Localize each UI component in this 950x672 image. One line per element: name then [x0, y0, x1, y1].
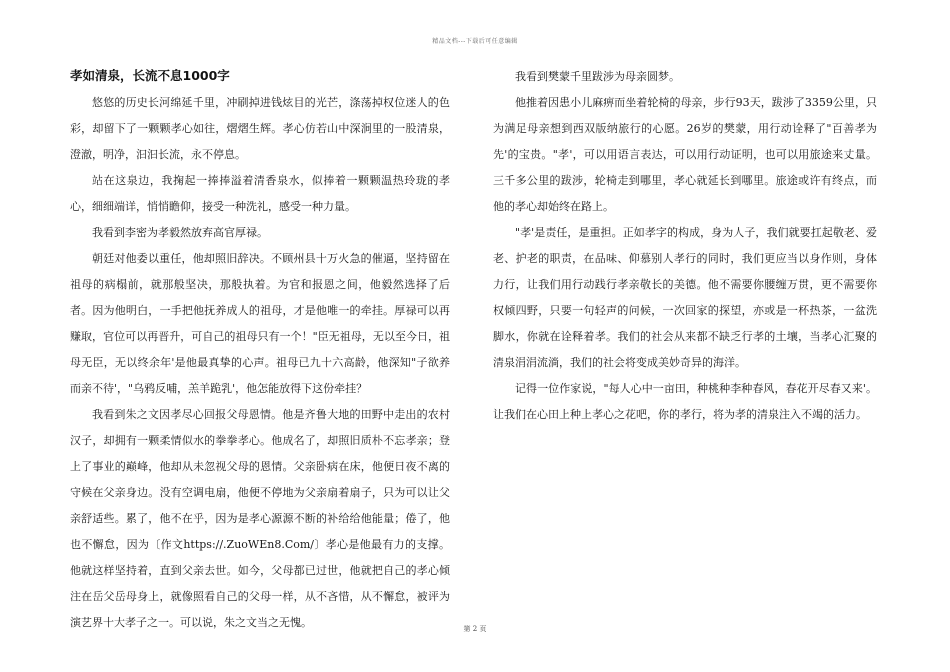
paragraph: 我看到朱之文因孝尽心回报父母恩情。他是齐鲁大地的田野中走出的农村汉子，却拥有一颗柔情似水的拳拳孝心。他成名了，却照旧质朴不忘孝亲；登上了事业的巅峰，他却从未忽视父母的恩情。父亲卧病在床，他便日夜不离的守候在父亲身边。没有空调电扇，他便不停地为父亲扇着扇子，只为可以让父亲舒适些。累了，他不在乎，因为是孝心源源不断的补给给他能量；倦了，他也不懈怠，因为〔作文https://.ZuoWEn8.Com/〕孝心是他最有力的支撑。他就这样坚持着，直到父亲去世。如今，父母都已过世，他就把自己的孝心倾注在岳父岳母身上，就像照看自己的父母一样，从不吝惜，从不懈怠，被评为演艺界十大孝子之一。可以说，朱之文当之无愧。: [70, 408, 450, 629]
right-column: [493, 64, 877, 428]
page-number: 第 2 页: [463, 625, 487, 633]
page-header: 精品文档---下载后可任意编辑: [432, 38, 518, 45]
paragraph: 我看到李密为孝毅然放弃高官厚禄。: [92, 226, 268, 239]
paragraph: 我看到樊蒙千里跋涉为母亲圆梦。: [515, 70, 680, 83]
paragraph: 悠悠的历史长河绵延千里，冲刷掉进钱炫目的光芒，涤荡掉权位迷人的色彩，却留下了一颗颗孝心如往，熠熠生辉。孝心仿若山中深涧里的一股清泉，澄澈，明净，汩汩长流，永不停息。: [70, 96, 450, 161]
paragraph: "孝'是责任，是重担。正如孝字的构成，身为人子，我们就要扛起敬老、爱老、护老的职责，在品味、仰慕别人孝行的同时，我们更应当以身作则，身体力行，让我们用行动践行孝亲敬长的美德。他不需要你腰缠万贯，更不需要你权倾四野，只要一句轻声的问候，一次回家的探望，亦或是一杯热茶，一盆洗脚水，你就在诠释着孝。我们的社会从来都不缺乏行孝的土壤，当孝心汇聚的清泉涓涓流淌，我们的社会将变成美妙奇异的海洋。: [493, 226, 877, 369]
paragraph: 记得一位作家说，"每人心中一亩田，种桃种李种春风，春花开尽春又来'。让我们在心田上种上孝心之花吧，你的孝行，将为孝的清泉注入不竭的活力。: [493, 382, 877, 421]
paragraph: 朝廷对他委以重任，他却照旧辞决。不顾州县十万火急的催逼，坚持留在祖母的病榻前，就那般坚决，那般执着。为官和报恩之间，他毅然选择了后者。因为他明白，一手把他抚养成人的祖母，才是他唯一的牵挂。厚禄可以再赚取，官位可以再晋升，可自己的祖母只有一个！"臣无祖母，无以至今日，祖母无臣，无以终余年'是他最真挚的心声。祖母已九十六高龄，他深知"子欲养而亲不待'，"乌鸦反哺，羔羊跪乳'，他怎能放得下这份牵挂？: [70, 252, 450, 395]
left-column: [70, 64, 450, 636]
paragraph: 他推着因患小儿麻痹而坐着轮椅的母亲，步行93天，跋涉了3359公里，只为满足母亲想到西双版纳旅行的心愿。26岁的樊蒙，用行动诠释了"百善孝为先'的宝贵。"孝'，可以用语言表达，可以用行动证明，也可以用旅途来丈量。三千多公里的跋涉，轮椅走到哪里，孝心就延长到哪里。旅途或许有终点，而他的孝心却始终在路上。: [493, 96, 877, 213]
paragraph: 站在这泉边，我掬起一捧捧溢着清香泉水，似捧着一颗颗温热玲珑的孝心，细细端详，悄悄瞻仰，接受一种洗礼，感受一种力量。: [70, 174, 450, 213]
article-title: 孝如清泉，长流不息1000字: [70, 68, 230, 83]
